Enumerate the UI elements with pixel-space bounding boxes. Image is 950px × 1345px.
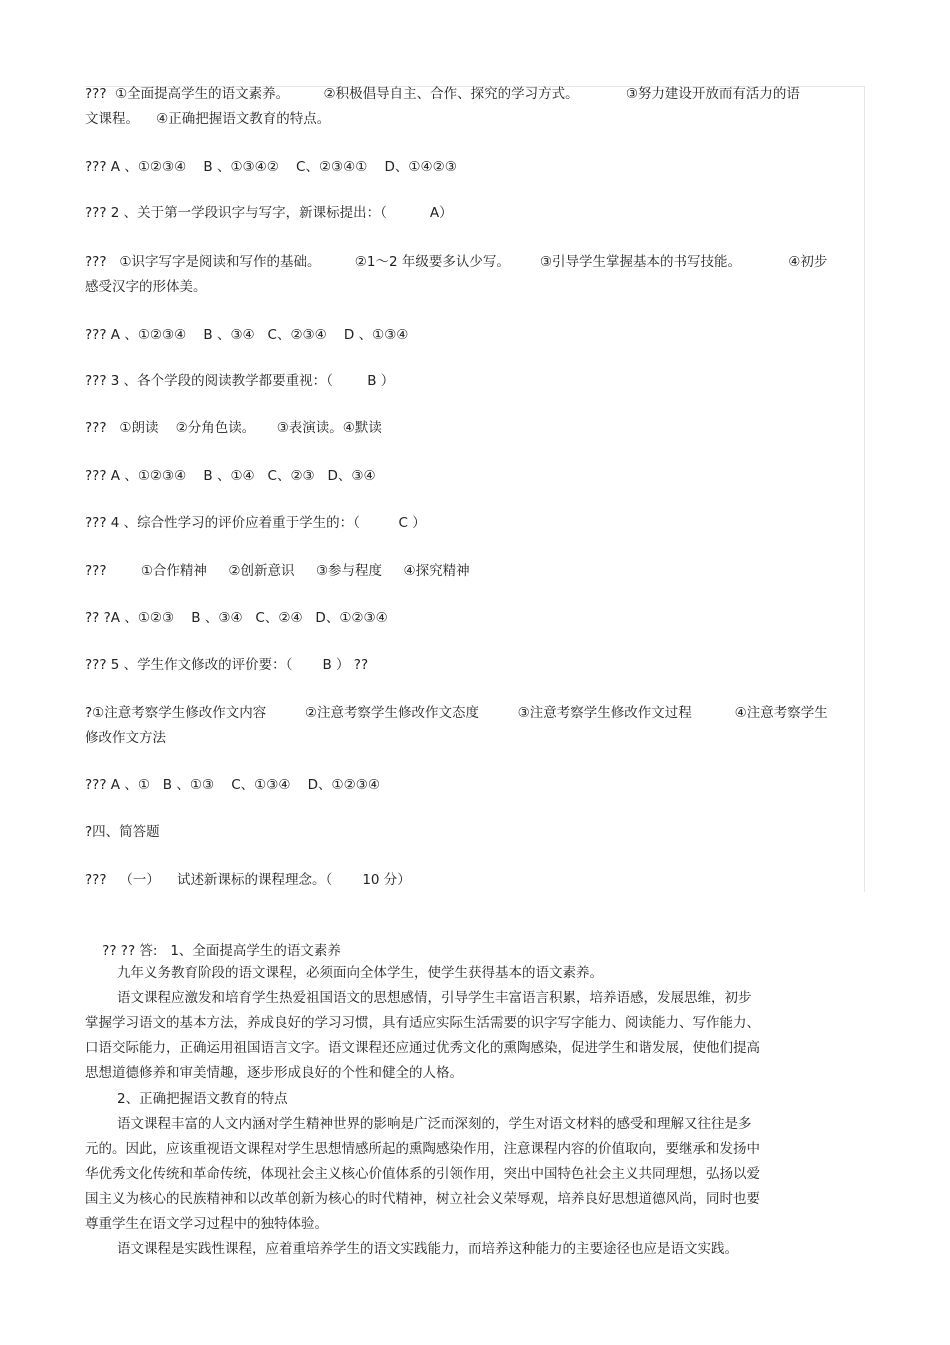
frame-right-line (864, 86, 865, 892)
answer-heading-1-text: 1、全面提高学生的语文素养 (170, 943, 341, 959)
short-answer-question-1: ??? （一） 试述新课标的课程理念。（ 10 分） (85, 872, 411, 888)
option-line-5-cont: 修改作文方法 (85, 730, 166, 746)
answer-paragraph-1: 九年义务教育阶段的语文课程，必须面向全体学生，使学生获得基本的语文素养。 (117, 965, 603, 981)
option-line-5: ?①注意考察学生修改作文内容 ②注意考察学生修改作文态度 ③注意考察学生修改作文过程 ④注意考察学生 (85, 705, 828, 721)
option-line-1-cont: 文课程。 ④正确把握语文教育的特点。 (85, 111, 331, 127)
section-heading-short-answer: ?四、简答题 (85, 824, 160, 840)
option-line-4: ??? ①合作精神 ②创新意识 ③参与程度 ④探究精神 (85, 563, 470, 579)
option-line-3: ??? ①朗读 ②分角色读。 ③表演读。④默读 (85, 420, 382, 436)
answer-paragraph-2: 语文课程应激发和培育学生热爱祖国语文的思想感情，引导学生丰富语言积累，培养语感，发展思维，初步掌握学习语文的基本方法，养成良好的学习习惯，具有适应实际生活需要的识字写字能力、阅读能力、写作能力、口语交际能力，正确运用祖国语言文字。语文课程还应通过优秀文化的熏陶感染，促进学生和谐发展，使他们提高思想道德修养和审美情趣，逐步形成良好的个性和健全的人格。 (85, 990, 760, 1081)
option-line-2: ??? ①识字写字是阅读和写作的基础。 ②1～2 年级要多认少写。 ③引导学生掌握基本的书写技能。 ④初步 (85, 254, 828, 270)
question-5: ??? 5 、学生作文修改的评价要：（ B ） ?? (85, 657, 369, 673)
answer-choices-1: ??? A 、①②③④ B 、①③④② C、②③④① D、①④②③ (85, 159, 457, 175)
option-line-2-cont: 感受汉字的形体美。 (85, 279, 207, 295)
option-line-1: ??? ①全面提高学生的语文素养。 ②积极倡导自主、合作、探究的学习方式。 ③努力建设开放而有活力的语 (85, 86, 800, 102)
answer-prefix: ?? ?? 答: (102, 943, 171, 959)
answer-choices-2: ??? A 、①②③④ B 、③④ C、②③④ D 、①③④ (85, 327, 409, 343)
answer-choices-4: ?? ?A 、①②③ B 、③④ C、②④ D、①②③④ (85, 610, 388, 626)
question-3: ??? 3 、各个学段的阅读教学都要重视：（ B ） (85, 373, 395, 389)
answer-heading-2: 2、正确把握语文教育的特点 (117, 1091, 288, 1107)
question-4: ??? 4 、综合性学习的评价应着重于学生的：（ C ） (85, 515, 426, 531)
answer-choices-5: ??? A 、① B 、①③ C、①③④ D、①②③④ (85, 777, 380, 793)
answer-paragraph-4: 语文课程是实践性课程，应着重培养学生的语文实践能力，而培养这种能力的主要途径也应是语文实践。 (117, 1241, 738, 1257)
question-2: ??? 2 、关于第一学段识字与写字，新课标提出：（ A） (85, 205, 453, 221)
answer-choices-3: ??? A 、①②③④ B 、①④ C、②③ D、③④ (85, 468, 376, 484)
answer-paragraph-3: 语文课程丰富的人文内涵对学生精神世界的影响是广泛而深刻的，学生对语文材料的感受和理解又往往是多元的。因此，应该重视语文课程对学生思想情感所起的熏陶感染作用，注意课程内容的价值取向，要继承和发扬中华优秀文化传统和革命传统，体现社会主义核心价值体系的引领作用，突出中国特色社会主义共同理想，弘扬以爱国主义为核心的民族精神和以改革创新为核心的时代精神，树立社会义荣辱观，培养良好思想道德风尚，同时也要尊重学生在语文学习过程中的独特体验。 (85, 1116, 760, 1232)
